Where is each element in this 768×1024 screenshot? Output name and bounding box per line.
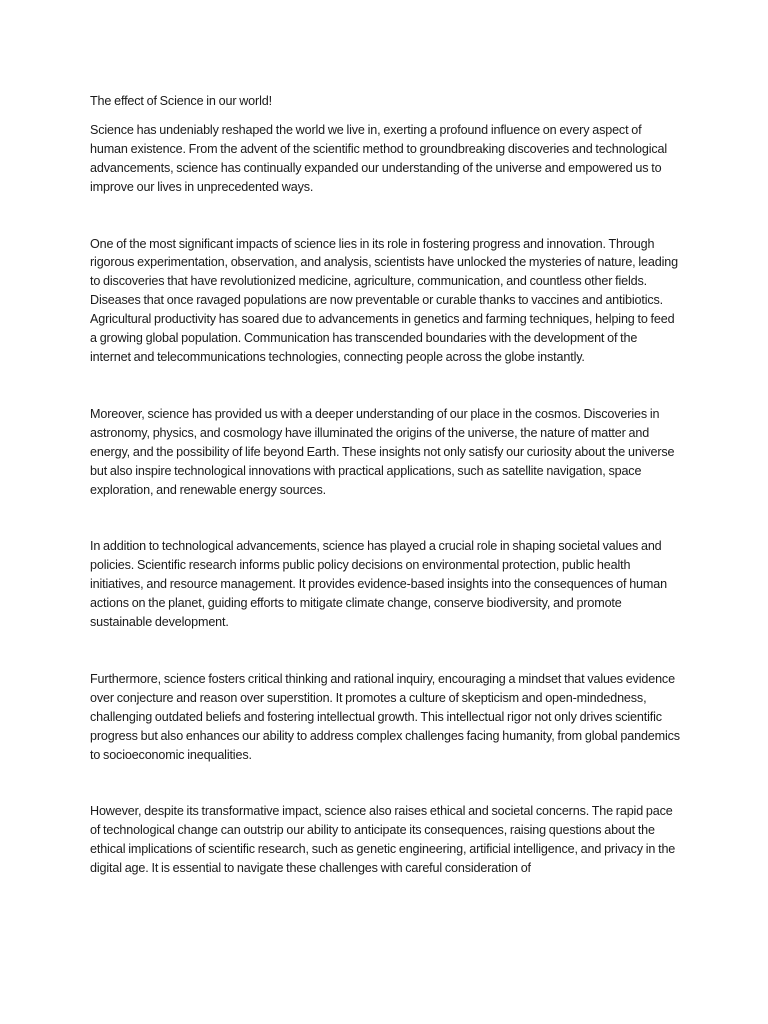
paragraph-3: Moreover, science has provided us with a deeper understanding of our place in the cosmos. Discoveries in astronomy, physics, and cosmology have illuminated the origins of the universe, the nature of matter and energy, and the possibility of life beyond Earth. These insights not only satisfy our curiosity about the universe but also inspire technological innovations with practical applications, such as satellite navigation, space exploration, and renewable energy sources. [90,406,675,497]
paragraph-4: In addition to technological advancements, science has played a crucial role in shaping societal values and policies. Scientific research informs public policy decisions on environmental protection, public health initiatives, and resource management. It provides evidence-based insights into the consequences of human actions on the planet, guiding efforts to mitigate climate change, conserve biodiversity, and promote sustainable development. [90,539,667,630]
document-body [90,92,680,878]
paragraph-2: One of the most significant impacts of science lies in its role in fostering progress and innovation. Through rigorous experimentation, observation, and analysis, scientists have unlocked the mysteries of nature, leading to discoveries that have revolutionized medicine, agriculture, communication, and countless other fields. Diseases that once ravaged populations are now preventable or curable thanks to vaccines and antibiotics. Agricultural productivity has soared due to advancements in genetics and farming techniques, helping to feed a growing global population. Communication has transcended boundaries with the development of the internet and telecommunications technologies, connecting people across the globe instantly. [90,236,678,364]
paragraph-1: Science has undeniably reshaped the world we live in, exerting a profound influence on every aspect of human existence. From the advent of the scientific method to groundbreaking discoveries and technological advancements, science has continually expanded our understanding of the universe and empowered us to improve our lives in unprecedented ways. [90,122,667,194]
document-title: The effect of Science in our world! [90,94,272,108]
paragraph-5: Furthermore, science fosters critical thinking and rational inquiry, encouraging a mindset that values evidence over conjecture and reason over superstition. It promotes a culture of skepticism and open-mindedness, challenging outdated beliefs and fostering intellectual growth. This intellectual rigor not only drives scientific progress but also enhances our ability to address complex challenges facing humanity, from global pandemics to socioeconomic inequalities. [90,671,680,762]
paragraph-6: However, despite its transformative impact, science also raises ethical and societal concerns. The rapid pace of technological change can outstrip our ability to anticipate its consequences, raising questions about the ethical implications of scientific research, such as genetic engineering, artificial intelligence, and privacy in the digital age. It is essential to navigate these challenges with careful consideration of [90,804,676,876]
